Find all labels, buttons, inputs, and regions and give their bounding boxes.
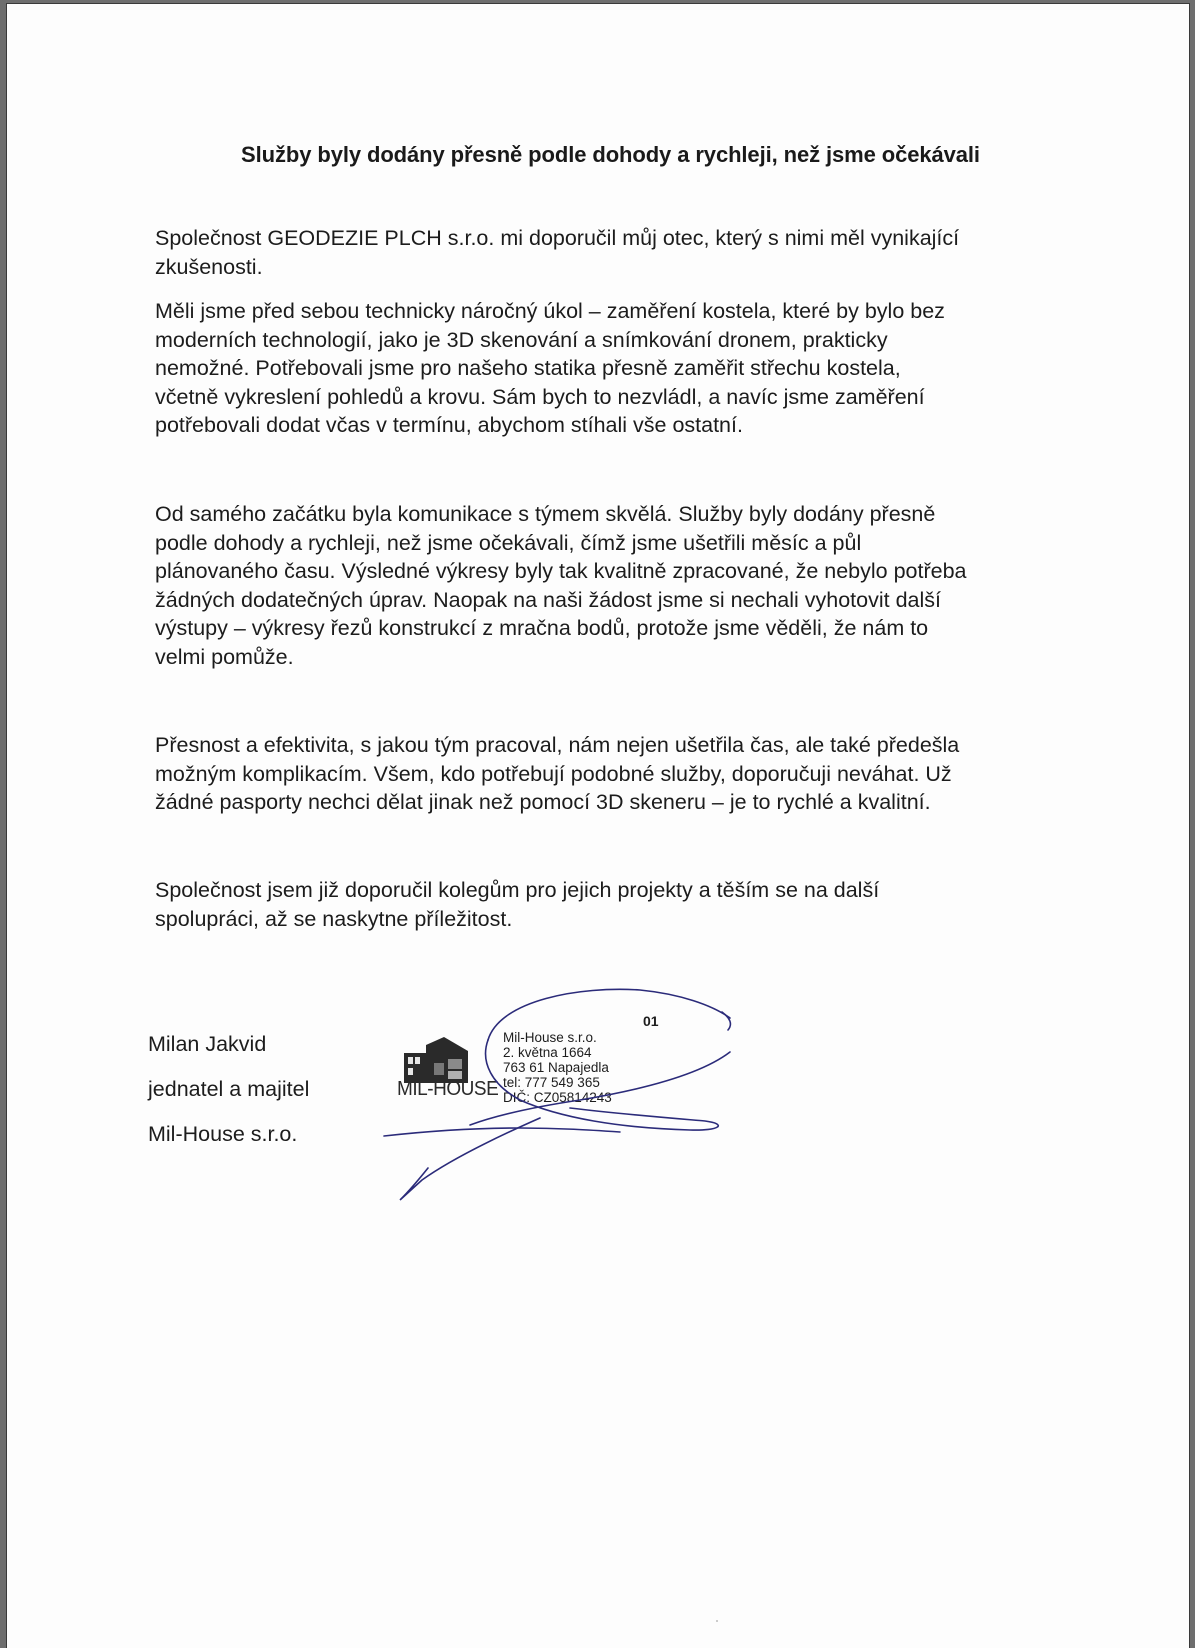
scan-artifact: [716, 1620, 718, 1622]
signer-name: Milan Jakvid: [148, 1032, 267, 1056]
text-line: možným komplikacím. Všem, kdo potřebují podobné služby, doporučuji neváhat. Už: [155, 761, 952, 786]
text-line: zkušenosti.: [155, 254, 263, 279]
text-line: velmi pomůže.: [155, 644, 294, 669]
text-line: Společnost GEODEZIE PLCH s.r.o. mi doporučil můj otec, který s nimi měl vynikající: [155, 226, 960, 250]
text-line: Přesnost a efektivita, s jakou tým pracoval, nám nejen ušetřila čas, ale také předešla: [155, 733, 960, 757]
stamp-line: DIČ: CZ05814243: [503, 1090, 612, 1105]
text-line: žádných dodatečných úprav. Naopak na naši žádost jsme si nechali vyhotovit další: [155, 587, 941, 612]
stamp-line: Mil-House s.r.o.: [503, 1030, 597, 1045]
text-line: moderních technologií, jako je 3D skenování a snímkování dronem, prakticky: [155, 327, 888, 352]
signer-company: Mil-House s.r.o.: [148, 1122, 298, 1146]
text-line: žádné pasporty nechci dělat jinak než pomocí 3D skeneru – je to rychlé a kvalitní.: [155, 790, 931, 815]
stamp-number: 01: [643, 1013, 659, 1029]
stamp-line: tel: 777 549 365: [503, 1075, 600, 1090]
stamp-line: 2. května 1664: [503, 1045, 592, 1060]
stamp-line: 763 61 Napajedla: [503, 1060, 609, 1075]
text-line: Společnost jsem již doporučil kolegům pro jejich projekty a těším se na další: [155, 878, 880, 902]
text-line: spolupráci, až se naskytne příležitost.: [155, 906, 513, 931]
text-line: výstupy – výkresy řezů konstrukcí z mračna bodů, protože jsme věděli, že nám to: [155, 616, 929, 641]
text-line: podle dohody a rychleji, než jsme očekávali, čímž jsme ušetřili měsíc a půl: [155, 530, 862, 555]
text-line: Od samého začátku byla komunikace s týmem skvělá. Služby byly dodány přesně: [155, 502, 936, 526]
text-line: včetně vykreslení pohledů a krovu. Sám bych to nezvládl, a navíc jsme zaměření: [155, 384, 925, 409]
text-line: plánovaného času. Výsledné výkresy byly tak kvalitně zpracované, že nebylo potřeba: [155, 559, 967, 584]
text-line: potřebovali dodat včas v termínu, abychom stíhali vše ostatní.: [155, 413, 743, 438]
document-title: Služby byly dodány přesně podle dohody a rychleji, než jsme očekávali: [241, 142, 980, 167]
stamp-logo-text: MIL-HOUSE: [397, 1078, 499, 1100]
text-line: Měli jsme před sebou technicky náročný úkol – zaměření kostela, které by bylo bez: [155, 299, 945, 323]
text-line: nemožné. Potřebovali jsme pro našeho statika přesně zaměřit střechu kostela,: [155, 356, 901, 381]
signer-role: jednatel a majitel: [148, 1077, 310, 1101]
